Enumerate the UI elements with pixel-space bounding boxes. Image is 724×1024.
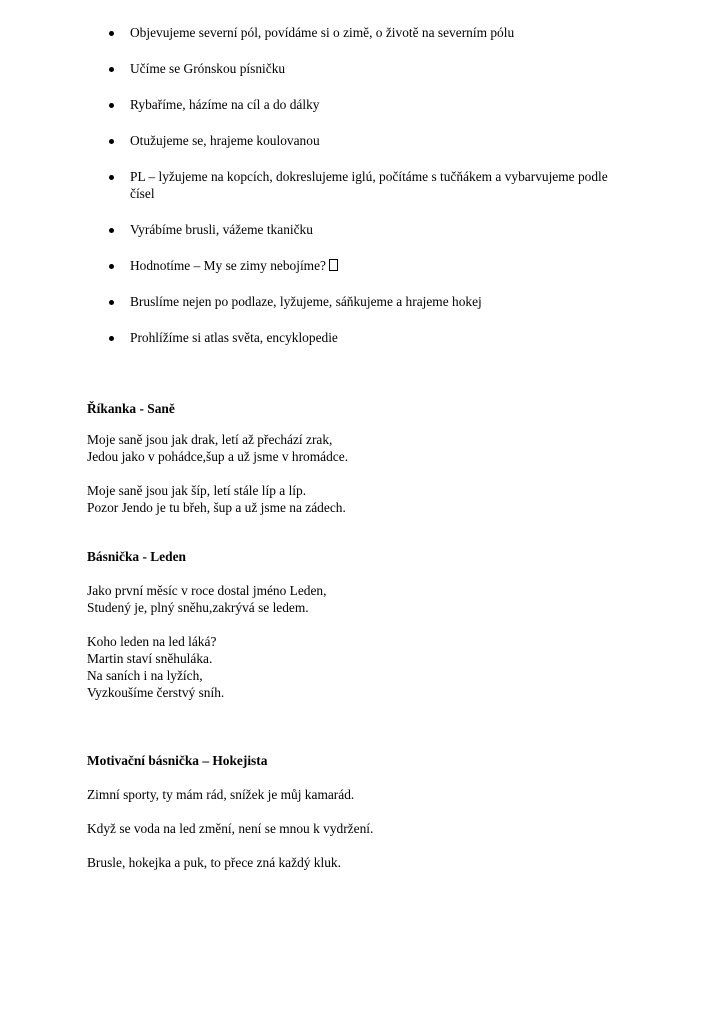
bullet-icon — [109, 67, 114, 72]
bullet-icon — [109, 228, 114, 233]
list-item-text — [130, 257, 630, 274]
bullet-icon — [109, 175, 114, 180]
poem-line: Moje saně jsou jak šíp, letí stále líp a líp. — [87, 483, 307, 498]
list-item-text: Bruslíme nejen po podlaze, lyžujeme, sáňkujeme a hrajeme hokej — [130, 294, 482, 309]
poem-line: Koho leden na led láká? — [87, 634, 217, 649]
poem-line: Jedou jako v pohádce,šup a už jsme v hromádce. — [87, 449, 349, 464]
list-item-text: Vyrábíme brusli, vážeme tkaničku — [130, 222, 313, 237]
list-item-text: Učíme se Grónskou písničku — [130, 61, 286, 76]
list-item-text: Objevujeme severní pól, povídáme si o zimě, o životě na severním pólu — [130, 25, 515, 40]
poem-line: Pozor Jendo je tu břeh, šup a už jsme na zádech. — [87, 500, 346, 515]
bullet-icon — [109, 103, 114, 108]
rikanka-title: Říkanka - Saně — [87, 401, 175, 416]
missing-glyph-icon — [329, 259, 338, 271]
bullet-icon — [109, 336, 114, 341]
poem-line: Na saních i na lyžích, — [87, 668, 203, 683]
list-item-text: Otužujeme se, hrajeme koulovanou — [130, 133, 320, 148]
list-item-label: Hodnotíme – My se zimy nebojíme? — [130, 258, 326, 273]
bullet-icon — [109, 139, 114, 144]
list-item-text: Rybaříme, házíme na cíl a do dálky — [130, 97, 320, 112]
poem-line: Když se voda na led změní, není se mnou k vydržení. — [87, 821, 374, 836]
basnicka-title: Básnička - Leden — [87, 549, 186, 564]
bullet-icon — [109, 31, 114, 36]
bullet-icon — [109, 300, 114, 305]
list-item-text: Prohlížíme si atlas světa, encyklopedie — [130, 330, 338, 345]
list-item-text: PL – lyžujeme na kopcích, dokreslujeme iglú, počítáme s tučňákem a vybarvujeme podle čísel — [130, 169, 608, 201]
poem-line: Vyzkoušíme čerstvý sníh. — [87, 685, 225, 700]
bullet-icon — [109, 264, 114, 269]
poem-line: Martin staví sněhuláka. — [87, 651, 213, 666]
poem-line: Brusle, hokejka a puk, to přece zná každý kluk. — [87, 855, 341, 870]
poem-line: Moje saně jsou jak drak, letí až přechází zrak, — [87, 432, 333, 447]
motivacni-title: Motivační básnička – Hokejista — [87, 753, 268, 768]
poem-line: Studený je, plný sněhu,zakrývá se ledem. — [87, 600, 309, 615]
poem-line: Zimní sporty, ty mám rád, snížek je můj kamarád. — [87, 787, 355, 802]
poem-line: Jako první měsíc v roce dostal jméno Leden, — [87, 583, 327, 598]
